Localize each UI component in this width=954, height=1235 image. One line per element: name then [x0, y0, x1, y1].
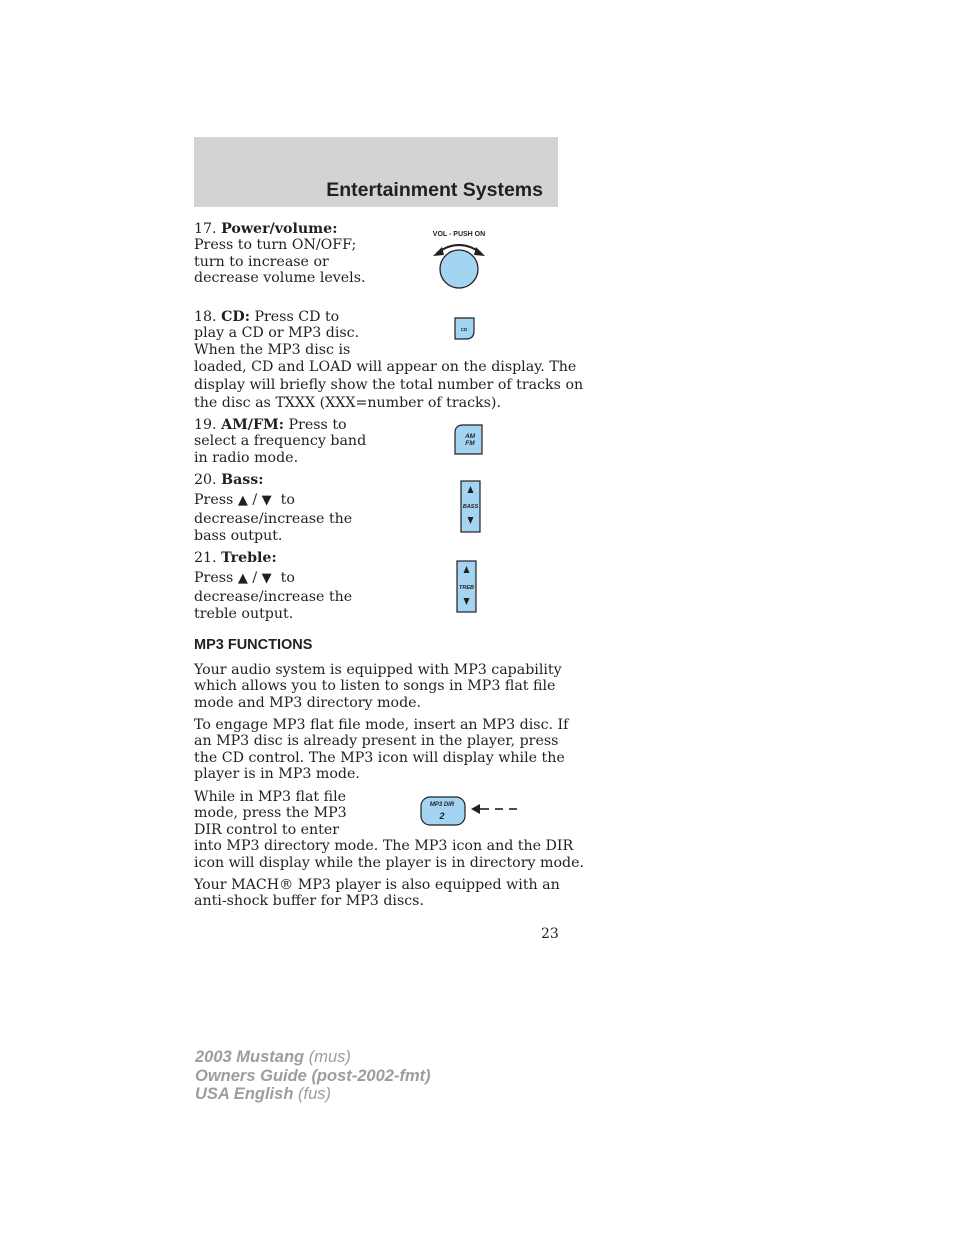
item-17-text: 17. Power/volume: Press to turn ON/OFF; turn to increase or decrease volume levels.	[194, 221, 366, 287]
down-arrow-icon: ▼	[261, 570, 272, 586]
paragraph-mp3-capability: Your audio system is equipped with MP3 capability which allows you to listen to songs in MP3 flat file mode and MP3 directory mode.	[194, 662, 562, 711]
footer-info: 2003 Mustang (mus) Owners Guide (post-2002-fmt) USA English (fus)	[195, 1048, 431, 1103]
svg-text:MP3 DIR: MP3 DIR	[429, 802, 455, 808]
item-21-text: 21. Treble: Press ▲ / ▼ to decrease/increase the treble output.	[194, 550, 353, 622]
paragraph-directory-mode: While in MP3 flat file mode, press the MP3 DIR control to enter into MP3 directory mode. The MP3 icon and the DIR icon will display while the player is in directory mode.	[194, 789, 585, 871]
paragraph-anti-shock: Your MACH® MP3 player is also equipped with an anti-shock buffer for MP3 discs.	[194, 877, 560, 910]
bass-button-icon	[460, 480, 482, 534]
section-heading-mp3: MP3 FUNCTIONS	[194, 637, 313, 653]
header-bar	[194, 137, 558, 207]
up-arrow-icon: ▲	[237, 492, 248, 508]
svg-text:FM: FM	[465, 440, 475, 447]
power-volume-icon	[425, 228, 495, 290]
pointer-arrow-icon	[471, 804, 480, 814]
page-number: 23	[541, 926, 559, 942]
item-18-text: 18. CD: Press CD to play a CD or MP3 disc. When the MP3 disc is loaded, CD and LOAD will appear on the display. The display will briefly show the total number of tracks on the disc as TXXX (XXX=number of tracks).	[194, 309, 584, 412]
svg-text:TREB: TREB	[459, 585, 474, 591]
down-arrow-icon: ▼	[261, 492, 272, 508]
paragraph-flat-file-mode: To engage MP3 flat file mode, insert an MP3 disc. If an MP3 disc is already present in the player, press the CD control. The MP3 icon will display while the player is in MP3 mode.	[194, 717, 569, 783]
svg-text:CD: CD	[460, 327, 468, 332]
svg-text:BASS: BASS	[462, 504, 479, 510]
item-20-text: 20. Bass: Press ▲ / ▼ to decrease/increase the bass output.	[194, 472, 353, 544]
cd-button-icon	[454, 317, 476, 341]
item-19-text: 19. AM/FM: Press to select a frequency band in radio mode.	[194, 417, 367, 466]
vol-push-on-label: VOL - PUSH ON	[432, 231, 486, 238]
page-title: Entertainment Systems	[326, 179, 543, 201]
svg-text:AM: AM	[464, 433, 476, 440]
mp3-dir-button-icon	[420, 796, 522, 828]
am-fm-button-icon	[454, 424, 484, 456]
up-arrow-icon: ▲	[237, 570, 248, 586]
treble-button-icon	[456, 560, 478, 614]
svg-text:2: 2	[439, 811, 445, 821]
